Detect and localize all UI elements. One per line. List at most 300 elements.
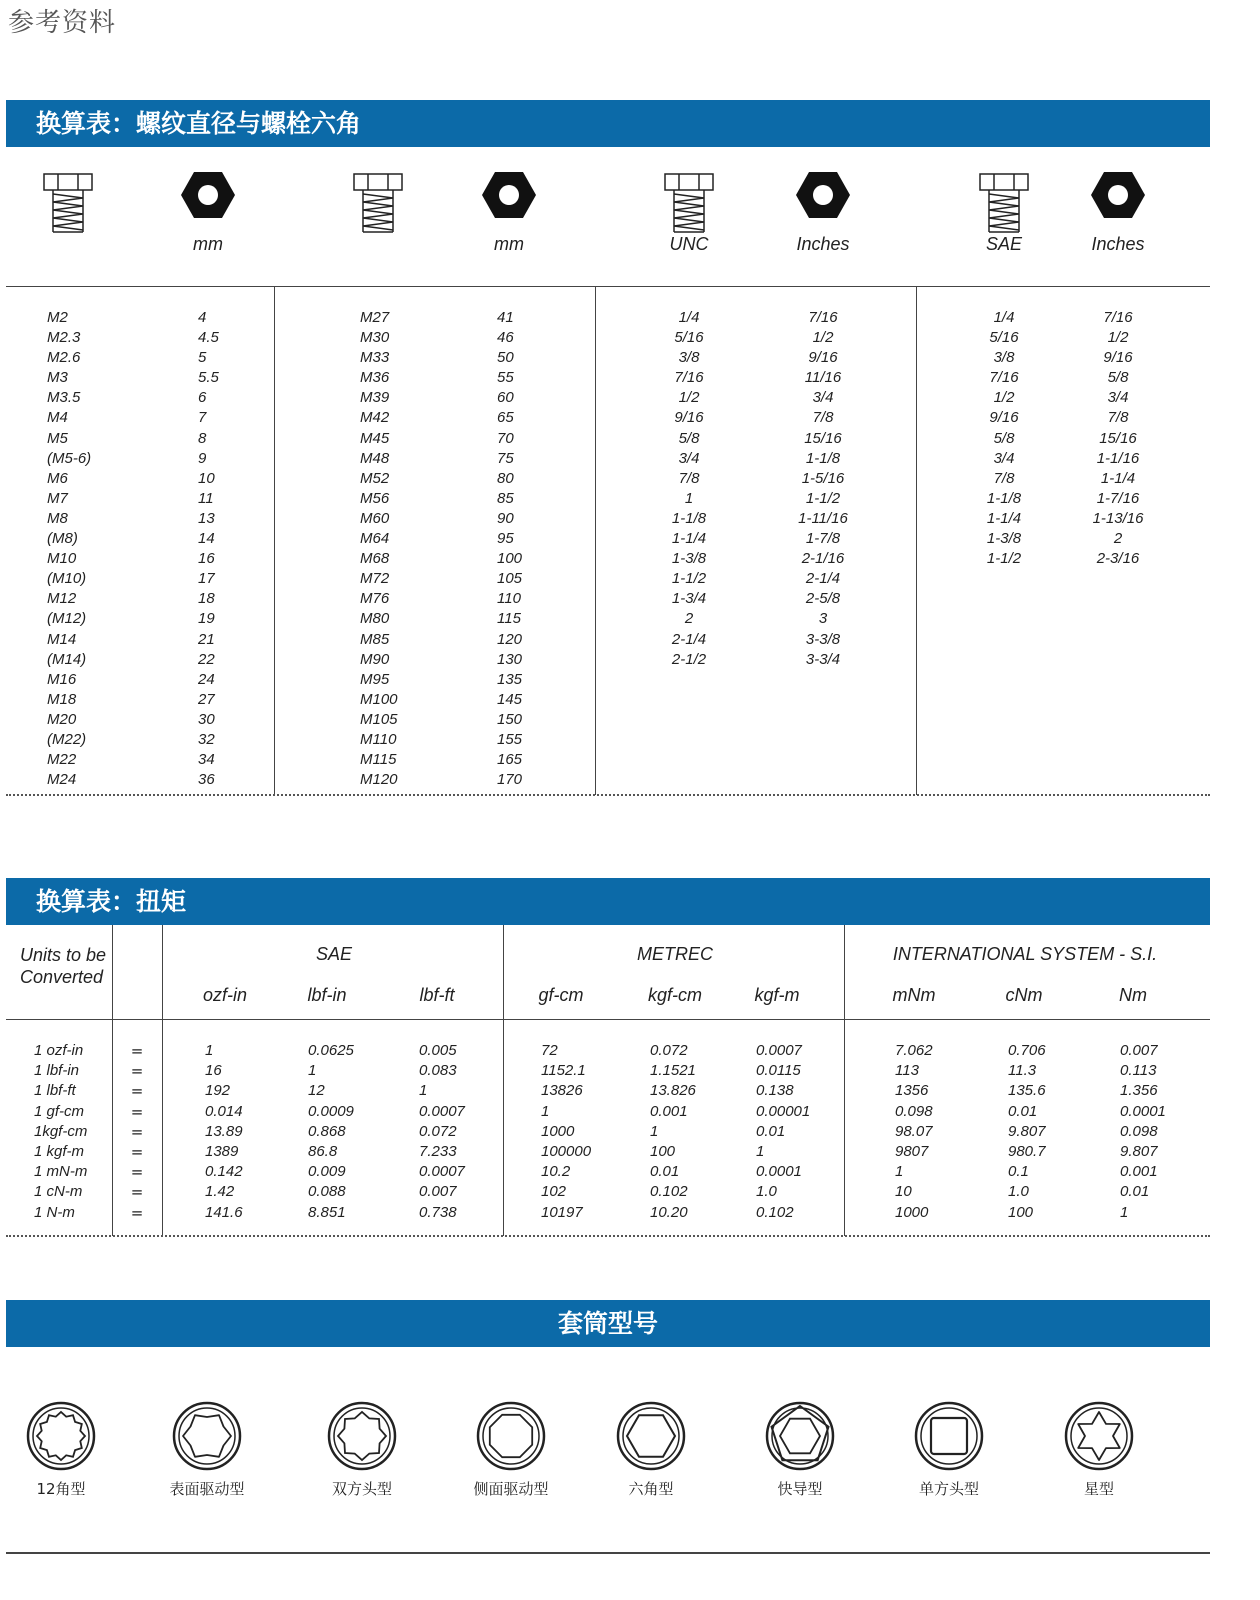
hex-size-cell: 22 [198,650,215,668]
thread-size-cell: M3.5 [47,389,81,407]
thread-size-cell: M18 [47,690,77,708]
group-sae: SAE [315,944,353,964]
thread-size-cell: M110 [360,730,397,748]
hex-size-cell: 1-7/16 [1096,489,1140,507]
hex-size-cell: 90 [497,509,514,527]
hex-size-cell: 100 [497,550,523,568]
hex-size-cell: 15/16 [1099,429,1137,447]
thread-size-cell: 7/8 [993,469,1015,487]
thread-size-cell: M2.3 [47,329,81,347]
thread-size-cell: M85 [360,630,390,648]
conversion-value: 9807 [895,1142,929,1160]
equals-sign: = [130,1122,144,1141]
thread-size-cell: 1/4 [678,309,700,326]
hex-size-column [497,308,577,790]
torque-column-header: lbf-in [307,985,347,1005]
conversion-value: 192 [205,1082,231,1100]
hex-size-cell: 46 [497,329,514,347]
group-metric: METREC [637,944,713,964]
single-square-icon [912,1399,986,1473]
hex-size-cell: 21 [198,630,215,648]
thread-size-cell: M95 [360,670,390,688]
thread-size-cell: M105 [360,710,398,728]
thread-size-cell: 1-1/2 [671,570,707,588]
thread-size-cell: M3 [47,369,68,387]
hex-size-cell: 50 [497,349,514,367]
conversion-value: 8.851 [308,1203,346,1221]
conversion-column [541,1041,631,1223]
conversion-value: 0.0009 [308,1102,354,1120]
side-drive-icon [474,1399,548,1473]
thread-size-cell: M33 [360,349,390,367]
hex-size-column [198,308,278,790]
socket-type-label: 单方头型 [918,1480,979,1498]
page-title: 参考资料 [8,8,117,38]
thread-size-cell: (M14) [47,650,87,668]
torque-column-header: kgf-cm [648,985,702,1005]
hex-size-cell: 65 [497,409,514,427]
conversion-value: 0.0001 [756,1163,802,1181]
hex-size-cell: 24 [198,670,215,688]
conversion-value: 0.01 [1008,1102,1038,1120]
hex-size-cell: 3-3/4 [805,650,841,668]
conversion-column [419,1041,509,1223]
thread-size-cell: M120 [360,771,398,789]
bolt-icon [352,172,404,238]
conversion-value: 0.005 [419,1042,457,1059]
hex-size-cell: 19 [198,610,215,628]
conversion-value: 1.356 [1120,1082,1158,1100]
thread-size-cell: M36 [360,369,390,387]
row-unit-cell: 1 mN-m [34,1163,88,1181]
conversion-value: 0.01 [650,1163,680,1181]
hex-size-cell: 3/4 [812,389,834,407]
row-unit-cell: 1 N-m [34,1203,75,1221]
conversion-value: 1152.1 [541,1062,586,1080]
thread-size-cell: 1/2 [678,389,700,407]
conversion-value: 0.01 [1120,1183,1150,1201]
thread-size-cell: M52 [360,469,390,487]
thread-size-cell: 2-1/2 [671,650,707,668]
conversion-value: 0.009 [308,1163,346,1181]
bolt-icon [42,172,94,238]
torque-header-divider [6,1019,1210,1020]
thread-size-cell: 1-3/4 [671,590,707,608]
conversion-value: 0.098 [1120,1122,1158,1140]
hex-nut-icon [180,170,236,224]
hex-size-cell: 2-3/16 [1096,550,1140,568]
column-divider [162,925,163,1236]
socket-type-label: 双方头型 [331,1480,392,1498]
equals-sign: = [130,1163,144,1182]
conversion-value: 1 [205,1042,214,1059]
column-divider [595,287,596,795]
hex-size-cell: 13 [198,509,215,527]
row-unit-cell: 1 kgf-m [34,1142,85,1160]
hex-size-cell: 1-13/16 [1092,509,1144,527]
thread-size-cell: 5/8 [993,429,1015,447]
thread-header-divider [6,286,1210,287]
hex-size-cell: 14 [198,530,215,548]
thread-size-cell: 7/8 [678,469,700,487]
thread-size-cell: (M8) [47,530,78,548]
hex-size-cell: 17 [198,570,215,588]
torque-column-header: mNm [892,985,936,1005]
thread-size-cell: (M5-6) [47,449,92,467]
row-unit-cell: 1 lbf-in [34,1062,80,1080]
thread-size-cell: M42 [360,409,390,427]
thread-size-cell: 3/4 [993,449,1015,467]
units-label-line2: Converted [20,967,104,987]
torque-column-header: cNm [1005,985,1043,1005]
conversion-value: 0.088 [308,1183,346,1201]
hex-nut-icon [481,170,537,224]
socket-section-title: 套筒型号 [6,1300,1210,1347]
thread-size-cell: 2-1/4 [671,630,707,648]
hex-size-cell: 15/16 [804,429,842,447]
conversion-value: 7.062 [895,1042,933,1059]
torque-section-title: 换算表：扭矩 [6,878,1210,925]
socket-type-label: 星型 [1083,1480,1114,1498]
hex-size-cell: 30 [198,710,215,728]
section-divider [6,794,1210,796]
thread-size-cell: M5 [47,429,68,447]
conversion-value: 1 [541,1102,550,1120]
conversion-value: 1 [756,1142,765,1160]
conversion-value: 980.7 [1008,1142,1046,1160]
conversion-value: 0.0001 [1120,1102,1166,1120]
row-unit-cell: 1 gf-cm [34,1102,85,1120]
conversion-value: 1000 [541,1122,575,1140]
surface-drive-icon [170,1399,244,1473]
conversion-value: 10197 [541,1203,583,1221]
conversion-value: 1 [419,1082,428,1100]
thread-size-cell: M100 [360,690,398,708]
hex-size-cell: 150 [497,710,523,728]
hex-size-cell: 95 [497,530,514,548]
conversion-column [205,1041,295,1223]
torque-column-header: gf-cm [538,985,584,1005]
conversion-value: 1.1521 [650,1062,696,1080]
hex-size-cell: 6 [198,389,207,407]
conversion-value: 0.0625 [308,1042,354,1059]
hex-size-cell: 115 [497,610,521,628]
conversion-value: 1000 [895,1203,929,1221]
hex-unit-label: Inches [796,234,850,254]
thread-size-cell: 1 [684,489,694,507]
hex-size-cell: 3/4 [1107,389,1129,407]
hex-size-cell: 27 [198,690,215,708]
thread-size-cell: M60 [360,509,390,527]
conversion-value: 0.102 [756,1203,794,1221]
thread-size-cell: M14 [47,630,77,648]
thread-size-cell: 1/2 [993,389,1015,407]
thread-size-cell: (M10) [47,570,87,588]
hex-size-cell: 10 [198,469,215,487]
hex-size-cell: 2-5/8 [805,590,841,608]
hex-size-cell: 155 [497,730,523,748]
hex-size-cell: 145 [497,690,523,708]
hex-size-cell: 41 [497,309,514,326]
hex-unit-label: Inches [1091,234,1145,254]
hex-size-cell: 1-1/8 [805,449,841,467]
conversion-value: 1356 [895,1082,929,1100]
conversion-column [895,1041,985,1223]
row-unit-cell: 1 lbf-ft [34,1082,76,1100]
equals-sign: = [130,1142,144,1161]
thread-size-cell: M2.6 [47,349,81,367]
conversion-value: 0.113 [1120,1062,1157,1080]
conversion-value: 0.706 [1008,1042,1046,1059]
bolt-icon [978,172,1030,238]
hex-size-cell: 7/8 [1107,409,1129,427]
thread-size-cell: 5/8 [678,429,700,447]
hex-size-cell: 5 [198,349,207,367]
conversion-value: 0.0007 [419,1102,465,1120]
hex-size-cell: 2-1/16 [801,550,845,568]
hex-size-cell: 8 [198,429,207,447]
thread-size-cell: 3/4 [678,449,700,467]
hex-size-cell: 60 [497,389,514,407]
hex-size-cell: 3 [818,610,828,628]
socket-type-label: 快导型 [777,1480,823,1498]
quick-guide-icon [763,1399,837,1473]
units-label [20,944,106,988]
conversion-value: 0.001 [1120,1163,1158,1181]
hex-size-cell: 70 [497,429,514,447]
thread-size-cell: 1-1/8 [671,509,707,527]
conversion-value: 10.2 [541,1163,571,1181]
thread-section-title: 换算表：螺纹直径与螺栓六角 [6,100,1210,147]
bolt-icon [663,172,715,238]
hex-size-cell: 11 [198,489,214,507]
thread-size-cell: M27 [360,309,390,326]
torque-column-header: ozf-in [202,985,247,1005]
equals-sign: = [130,1183,144,1202]
conversion-column [308,1041,398,1223]
hex-size-cell: 80 [497,469,514,487]
equals-sign: = [130,1082,144,1101]
conversion-value: 0.1 [1008,1163,1029,1181]
conversion-value: 12 [308,1082,325,1100]
conversion-value: 13826 [541,1082,583,1100]
thread-size-cell: M24 [47,771,77,789]
thread-size-cell: 7/16 [674,369,704,387]
thread-size-cell: M48 [360,449,390,467]
torque-column-header: kgf-m [754,985,800,1005]
conversion-value: 0.0007 [419,1163,465,1181]
hex-size-cell: 3-3/8 [805,630,841,648]
conversion-value: 0.138 [756,1082,794,1100]
hex-size-cell: 130 [497,650,523,668]
equals-column [122,1041,152,1223]
thread-size-cell: 1-1/4 [671,530,707,548]
conversion-value: 102 [541,1183,567,1201]
conversion-value: 1389 [205,1142,239,1160]
conversion-value: 1 [1120,1203,1129,1221]
thread-size-cell: M30 [360,329,390,347]
hex-size-cell: 85 [497,489,514,507]
torque-column-header: lbf-ft [419,985,455,1005]
socket-type-label: 12角型 [36,1480,86,1498]
thread-size-cell: M90 [360,650,390,668]
thread-size-cell: 9/16 [674,409,704,427]
hex-size-cell: 110 [497,590,521,608]
conversion-value: 1.0 [756,1183,777,1201]
thread-size-cell: M7 [47,489,68,507]
hex-size-cell: 55 [497,369,514,387]
thread-size-cell: 5/16 [674,329,704,347]
thread-size-cell: 5/16 [989,329,1019,347]
conversion-value: 86.8 [308,1142,338,1160]
hex-size-cell: 9 [198,449,207,467]
conversion-value: 13.826 [650,1082,696,1100]
conversion-column [1008,1041,1098,1223]
thread-size-cell: (M12) [47,610,87,628]
hex-size-cell: 16 [198,550,215,568]
hex-size-cell: 1/2 [812,329,834,347]
hex-size-cell: 34 [198,751,215,769]
hex-size-cell: 120 [497,630,523,648]
thread-size-cell: 9/16 [989,409,1019,427]
thread-size-cell: 7/16 [989,369,1019,387]
page-bottom-rule [6,1552,1210,1554]
conversion-value: 0.102 [650,1183,688,1201]
thread-size-cell: M8 [47,509,68,527]
conversion-value: 7.233 [419,1142,457,1160]
conversion-value: 72 [541,1042,558,1059]
thread-size-cell: M56 [360,489,390,507]
thread-size-cell: M72 [360,570,390,588]
row-unit-cell: 1 cN-m [34,1183,83,1201]
column-divider [916,287,917,795]
hex-size-cell: 36 [198,771,215,789]
thread-size-cell: 1-1/8 [986,489,1022,507]
hex-size-cell: 7/16 [1103,309,1133,326]
conversion-value: 0.868 [308,1122,346,1140]
row-unit-cell: 1 ozf-in [34,1042,84,1059]
hex-size-cell: 5.5 [198,369,219,387]
hex-size-cell: 9/16 [1103,349,1133,367]
thread-size-cell: 3/8 [678,349,700,367]
conversion-value: 0.098 [895,1102,933,1120]
thread-size-column [360,308,480,790]
conversion-value: 10.20 [650,1203,688,1221]
thread-size-cell: 1/4 [993,309,1015,326]
hex-size-cell: 1/2 [1107,329,1129,347]
conversion-value: 0.014 [205,1102,243,1120]
conversion-value: 11.3 [1008,1062,1037,1080]
conversion-value: 0.007 [1120,1042,1158,1059]
thread-size-cell: M16 [47,670,77,688]
hex-size-cell: 1-5/16 [801,469,845,487]
conversion-value: 16 [205,1062,222,1080]
equals-sign: = [130,1062,144,1081]
equals-sign: = [130,1102,144,1121]
conversion-value: 100 [650,1142,676,1160]
socket-type-label: 表面驱动型 [169,1480,245,1498]
hex-unit-label: mm [494,234,524,254]
thread-size-cell: M39 [360,389,390,407]
conversion-value: 0.072 [650,1042,688,1059]
conversion-value: 13.89 [205,1122,243,1140]
conversion-value: 141.6 [205,1203,243,1221]
conversion-value: 100000 [541,1142,592,1160]
conversion-value: 0.01 [756,1122,786,1140]
group-si: INTERNATIONAL SYSTEM - S.I. [892,944,1158,964]
conversion-value: 10 [895,1183,912,1201]
torque-column-header: Nm [1119,985,1147,1005]
hex-size-cell: 7 [198,409,207,427]
thread-size-column [639,308,739,670]
conversion-value: 0.0115 [756,1062,801,1080]
hex-size-cell: 1-1/16 [1096,449,1140,467]
conversion-value: 1 [895,1163,904,1181]
socket-type-label: 侧面驱动型 [473,1480,549,1498]
thread-size-cell: 1-3/8 [671,550,707,568]
thread-size-cell: M80 [360,610,390,628]
conversion-value: 0.001 [650,1102,688,1120]
conversion-value: 0.0007 [756,1042,802,1059]
thread-unit-label: SAE [985,234,1023,254]
hex-nut-icon [795,170,851,224]
equals-sign: = [130,1203,144,1222]
hex-size-cell: 2 [1113,530,1123,548]
section-divider [6,1235,1210,1237]
thread-size-cell: M22 [47,751,77,769]
conversion-value: 100 [1008,1203,1034,1221]
conversion-value: 0.007 [419,1183,457,1201]
hex-size-cell: 32 [198,730,215,748]
thread-size-cell: M20 [47,710,77,728]
thread-size-cell: 1-1/2 [986,550,1022,568]
hex-size-cell: 1-1/2 [805,489,841,507]
thread-size-cell: M10 [47,550,77,568]
hex-nut-icon [1090,170,1146,224]
thread-size-cell: (M22) [47,730,87,748]
hex-size-cell: 105 [497,570,523,588]
conversion-column [756,1041,846,1223]
thread-size-cell: M12 [47,590,77,608]
star-icon [1062,1399,1136,1473]
double-square-icon [325,1399,399,1473]
conversion-value: 135.6 [1008,1082,1046,1100]
hex-size-cell: 1-1/4 [1100,469,1136,487]
hex-size-column [1068,308,1168,569]
thread-size-column [47,308,167,790]
conversion-value: 0.142 [205,1163,243,1181]
hex-size-cell: 11/16 [804,369,842,387]
conversion-column [650,1041,740,1223]
thread-size-cell: M45 [360,429,390,447]
hex-size-cell: 7/16 [808,309,838,326]
conversion-column [1120,1041,1210,1223]
row-unit-cell: 1kgf-cm [34,1122,88,1140]
hex-size-cell: 75 [497,449,514,467]
hex-size-cell: 1-7/8 [805,530,841,548]
hex-size-cell: 4 [198,309,207,326]
hex-size-cell: 7/8 [812,409,834,427]
conversion-value: 0.738 [419,1203,457,1221]
thread-size-cell: M115 [360,751,397,769]
hexagon-icon [614,1399,688,1473]
row-unit-column [34,1041,114,1223]
hex-size-cell: 5/8 [1107,369,1129,387]
hex-unit-label: mm [193,234,223,254]
thread-size-cell: 1-1/4 [986,509,1022,527]
thread-unit-label: UNC [669,234,709,254]
conversion-value: 1.0 [1008,1183,1029,1201]
